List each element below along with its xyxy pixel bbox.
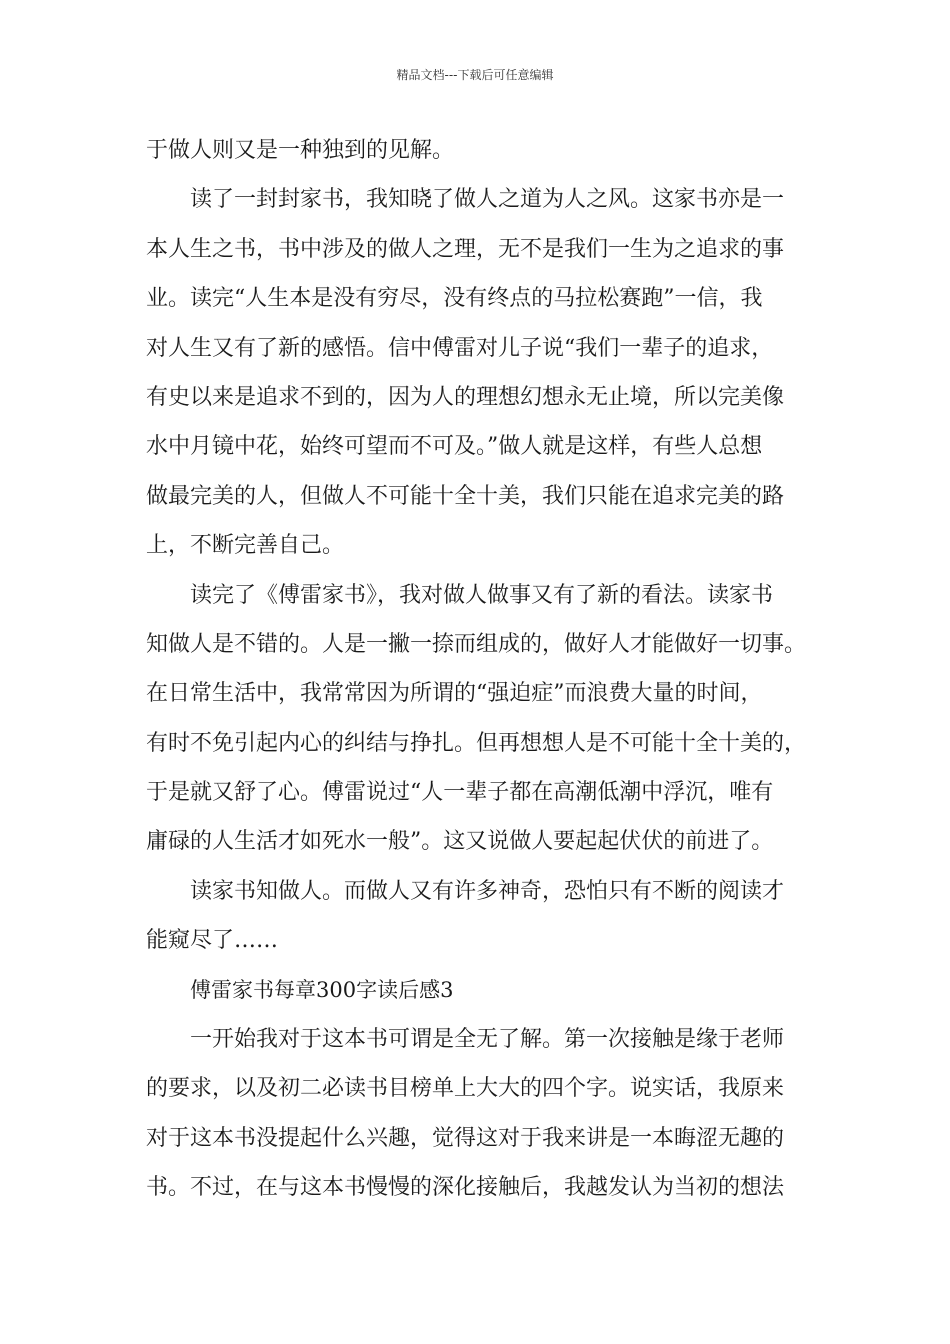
text-line: 水中月镜中花，始终可望而不可及。”做人就是这样，有些人总想 [146, 434, 763, 460]
document-body [146, 126, 816, 1213]
text-line: 有史以来是追求不到的，因为人的理想幻想永无止境，所以完美像 [146, 384, 785, 410]
text-line: 读家书知做人。而做人又有许多神奇，恐怕只有不断的阅读才 [190, 878, 785, 904]
text-line: 对于这本书没提起什么兴趣，觉得这对于我来讲是一本晦涩无趣的 [146, 1125, 785, 1151]
text-line: 知做人是不错的。人是一撇一捺而组成的，做好人才能做好一切事。 [146, 631, 807, 657]
text-line: 于做人则又是一种独到的见解。 [146, 138, 455, 163]
text-line: 庸碌的人生活才如死水一般”。这又说做人要起起伏伏的前进了。 [146, 829, 774, 855]
text-line: 读完了《傅雷家书》，我对做人做事又有了新的看法。读家书 [190, 582, 774, 608]
text-line: 本人生之书，书中涉及的做人之理，无不是我们一生为之追求的事 [146, 236, 785, 262]
section-heading: 傅雷家书每章300字读后感3 [190, 977, 454, 1002]
page-header: 精品文档---下载后可任意编辑 [396, 68, 554, 82]
text-line: 对人生又有了新的感悟。信中傅雷对儿子说“我们一辈子的追求， [146, 335, 774, 361]
text-line: 的要求，以及初二必读书目榜单上大大的四个字。说实话，我原来 [146, 1076, 785, 1102]
text-line: 读了一封封家书，我知晓了做人之道为人之风。这家书亦是一 [190, 187, 785, 213]
text-line: 在日常生活中，我常常因为所谓的“强迫症”而浪费大量的时间， [146, 681, 763, 707]
text-line: 业。读完“人生本是没有穷尽，没有终点的马拉松赛跑”一信，我 [146, 286, 763, 312]
text-line: 能窥尽了…… [146, 928, 279, 954]
text-line: 做最完美的人，但做人不可能十全十美，我们只能在追求完美的路 [146, 483, 785, 509]
text-line: 于是就又舒了心。傅雷说过“人一辈子都在高潮低潮中浮沉，唯有 [146, 780, 774, 806]
text-line: 一开始我对于这本书可谓是全无了解。第一次接触是缘于老师 [190, 1027, 785, 1053]
text-line: 有时不免引起内心的纠结与挣扎。但再想想人是不可能十全十美的， [146, 730, 807, 756]
text-line: 上，不断完善自己。 [146, 533, 345, 559]
text-line: 书。不过，在与这本书慢慢的深化接触后，我越发认为当初的想法 [146, 1175, 785, 1201]
